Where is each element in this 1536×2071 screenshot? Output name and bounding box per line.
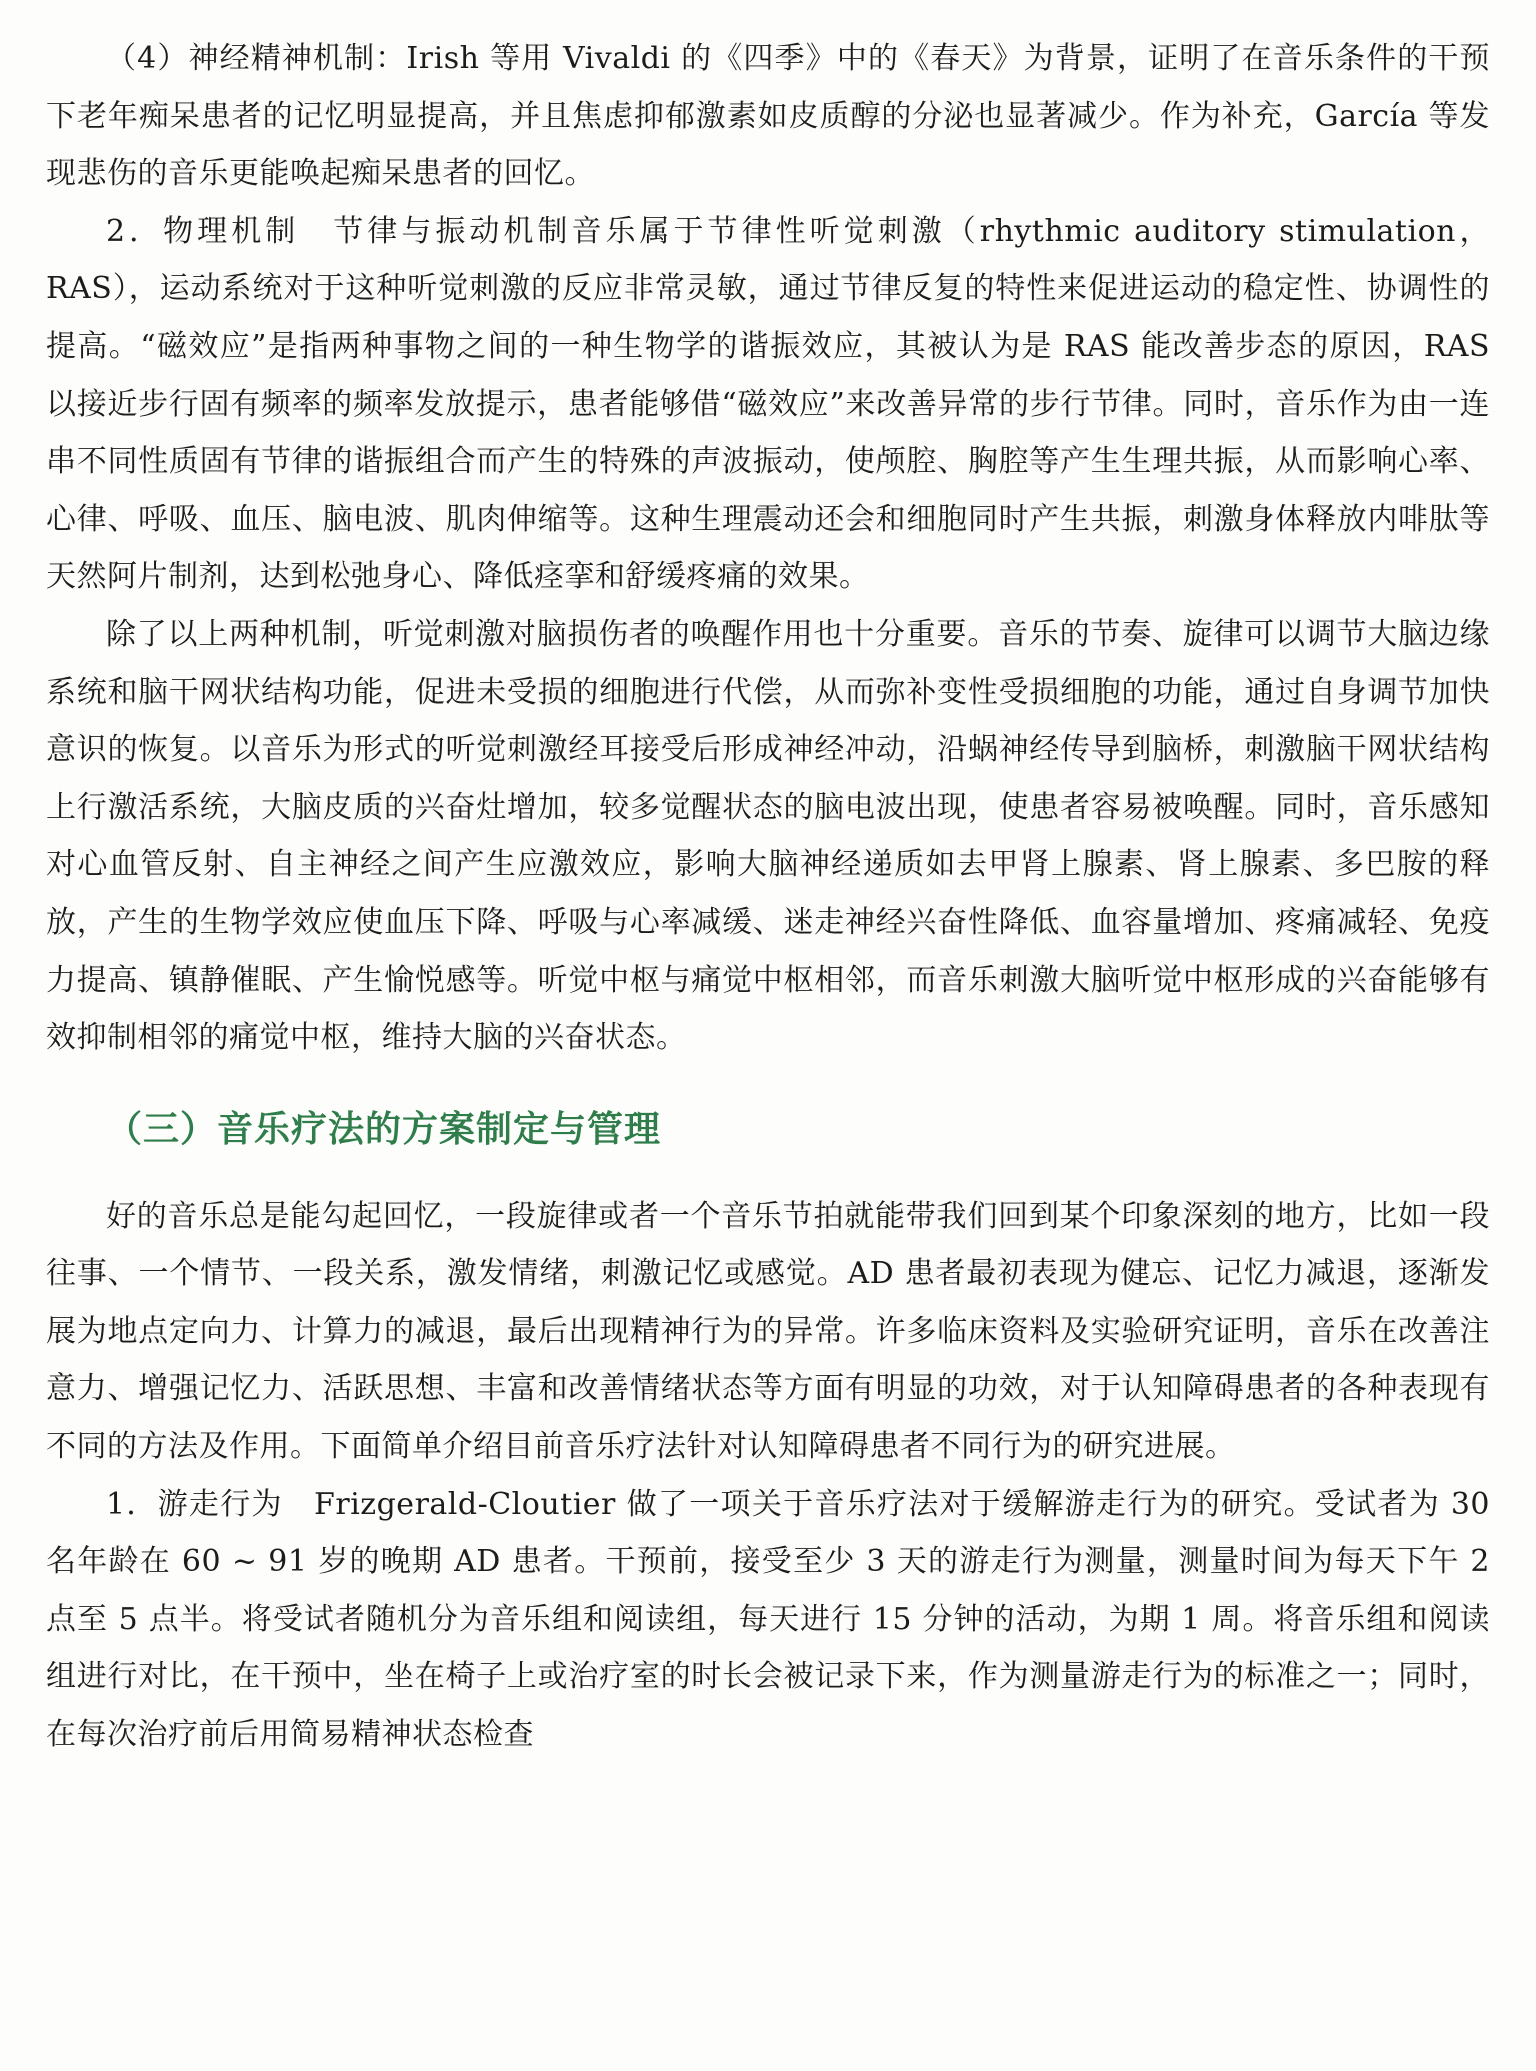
paragraph-neuropsychiatric-mechanism: （4）神经精神机制：Irish 等用 Vivaldi 的《四季》中的《春天》为背景，证明了在音乐条件的干预下老年痴呆患者的记忆明显提高，并且焦虑抑郁激素如皮质醇的分泌也显著减少。作为补充，García 等发现悲伤的音乐更能唤起痴呆患者的回忆。: [46, 41, 1490, 192]
paragraph-auditory-stimulation: 除了以上两种机制，听觉刺激对脑损伤者的唤醒作用也十分重要。音乐的节奏、旋律可以调节大脑边缘系统和脑干网状结构功能，促进未受损的细胞进行代偿，从而弥补变性受损细胞的功能，通过自身调节加快意识的恢复。以音乐为形式的听觉刺激经耳接受后形成神经冲动，沿蜗神经传导到脑桥，刺激脑干网状结构上行激活系统，大脑皮质的兴奋灶增加，较多觉醒状态的脑电波出现，使患者容易被唤醒。同时，音乐感知对心血管反射、自主神经之间产生应激效应，影响大脑神经递质如去甲肾上腺素、肾上腺素、多巴胺的释放，产生的生物学效应使血压下降、呼吸与心率减缓、迷走神经兴奋性降低、血容量增加、疼痛减轻、免疫力提高、镇静催眠、产生愉悦感等。听觉中枢与痛觉中枢相邻，而音乐刺激大脑听觉中枢形成的兴奋能够有效抑制相邻的痛觉中枢，维持大脑的兴奋状态。: [46, 616, 1490, 1056]
paragraph-physical-mechanism: 2．物理机制 节律与振动机制音乐属于节律性听觉刺激（rhythmic auditory stimulation，RAS），运动系统对于这种听觉刺激的反应非常灵敏，通过节律反复的特性来促进运动的稳定性、协调性的提高。“磁效应”是指两种事物之间的一种生物学的谐振效应，其被认为是 RAS 能改善步态的原因，RAS 以接近步行固有频率的频率发放提示，患者能够借“磁效应”来改善异常的步行节律。同时，音乐作为由一连串不同性质固有节律的谐振组合而产生的特殊的声波振动，使颅腔、胸腔等产生生理共振，从而影响心率、心律、呼吸、血压、脑电波、肌肉伸缩等。这种生理震动还会和细胞同时产生共振，刺激身体释放内啡肽等天然阿片制剂，达到松弛身心、降低痉挛和舒缓疼痛的效果。: [46, 213, 1490, 595]
paragraph-music-memory: 好的音乐总是能勾起回忆，一段旋律或者一个音乐节拍就能带我们回到某个印象深刻的地方，比如一段往事、一个情节、一段关系，激发情绪，刺激记忆或感觉。AD 患者最初表现为健忘、记忆力减退，逐渐发展为地点定向力、计算力的减退，最后出现精神行为的异常。许多临床资料及实验研究证明，音乐在改善注意力、增强记忆力、活跃思想、丰富和改善情绪状态等方面有明显的功效，对于认知障碍患者的各种表现有不同的方法及作用。下面简单介绍目前音乐疗法针对认知障碍患者不同行为的研究进展。: [46, 1198, 1490, 1465]
paragraph-wandering-behavior: 1．游走行为 Frizgerald-Cloutier 做了一项关于音乐疗法对于缓解游走行为的研究。受试者为 30 名年龄在 60 ~ 91 岁的晚期 AD 患者。干预前，接受至少 3 天的游走行为测量，测量时间为每天下午 2 点至 5 点半。将受试者随机分为音乐组和阅读组，每天进行 15 分钟的活动，为期 1 周。将音乐组和阅读组进行对比，在干预中，坐在椅子上或治疗室的时长会被记录下来，作为测量游走行为的标准之一；同时，在每次治疗前后用简易精神状态检查: [46, 1486, 1490, 1753]
section-heading: （三）音乐疗法的方案制定与管理: [106, 1108, 662, 1150]
